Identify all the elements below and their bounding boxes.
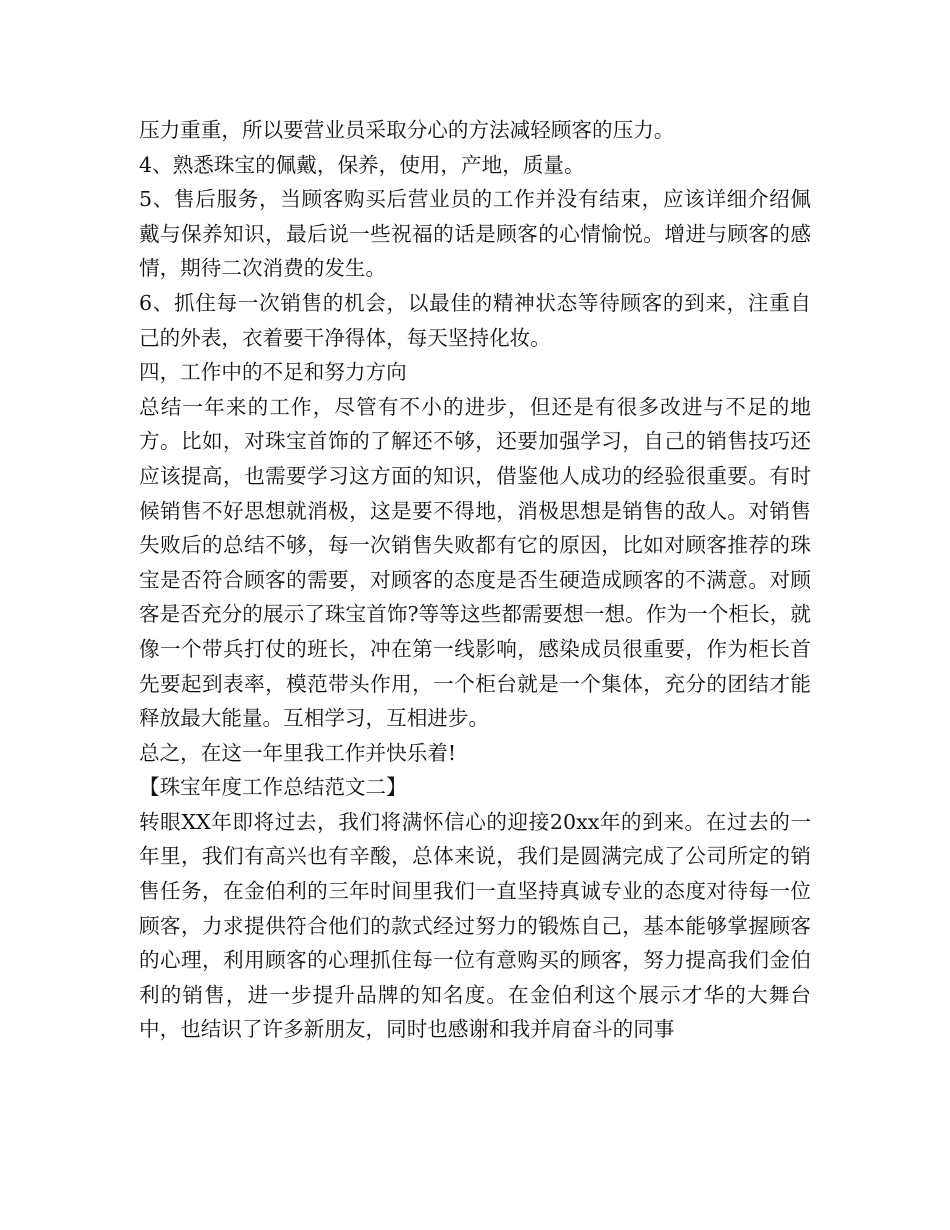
paragraph-item-6: 6、抓住每一次销售的机会，以最佳的精神状态等待顾客的到来，注重自己的外表，衣着要干净得体，每天坚持化妆。	[139, 290, 811, 350]
paragraph-pressure: 压力重重，所以要营业员采取分心的方法减轻顾客的压力。	[139, 118, 675, 142]
section-title-sample-two: 【珠宝年度工作总结范文二】	[139, 775, 407, 800]
paragraph-item-5: 5、售后服务，当顾客购买后营业员的工作并没有结束，应该详细介绍佩戴与保养知识，最后说一些祝福的话是顾客的心情愉悦。增进与顾客的感情，期待二次消费的发生。	[139, 187, 811, 281]
document-body	[139, 113, 811, 1047]
paragraph-sample-two-intro: 转眼XX年即将过去，我们将满怀信心的迎接20xx年的到来。在过去的一年里，我们有高兴也有辛酸，总体来说，我们是圆满完成了公司所定的销售任务，在金伯利的三年时间里我们一直坚持真诚专业的态度对待每一位顾客，力求提供符合他们的款式经过努力的锻炼自己，基本能够掌握顾客的心理，利用顾客的心理抓住每一位有意购买的顾客，努力提高我们金伯利的销售，进一步提升品牌的知名度。在金伯利这个展示才华的大舞台中，也结识了许多新朋友，同时也感谢和我并肩奋斗的同事	[139, 809, 811, 1042]
paragraph-summary: 总结一年来的工作，尽管有不小的进步，但还是有很多改进与不足的地方。比如，对珠宝首饰的了解还不够，还要加强学习，自己的销售技巧还应该提高，也需要学习这方面的知识，借鉴他人成功的经验很重要。有时候销售不好思想就消极，这是要不得地，消极思想是销售的敌人。对销售失败后的总结不够，每一次销售失败都有它的原因，比如对顾客推荐的珠宝是否符合顾客的需要，对顾客的态度是否生硬造成顾客的不满意。对顾客是否充分的展示了珠宝首饰?等等这些都需要想一想。作为一个柜长，就像一个带兵打仗的班长，冲在第一线影响，感染成员很重要，作为柜长首先要起到表率，模范带头作用，一个柜台就是一个集体，充分的团结才能释放最大能量。互相学习，互相进步。	[139, 394, 811, 731]
paragraph-item-4: 4、熟悉珠宝的佩戴，保养，使用，产地，质量。	[139, 152, 585, 177]
paragraph-conclusion: 总之，在这一年里我工作并快乐着!	[139, 740, 457, 765]
section-heading-shortcomings: 四，工作中的不足和努力方向	[139, 360, 407, 385]
